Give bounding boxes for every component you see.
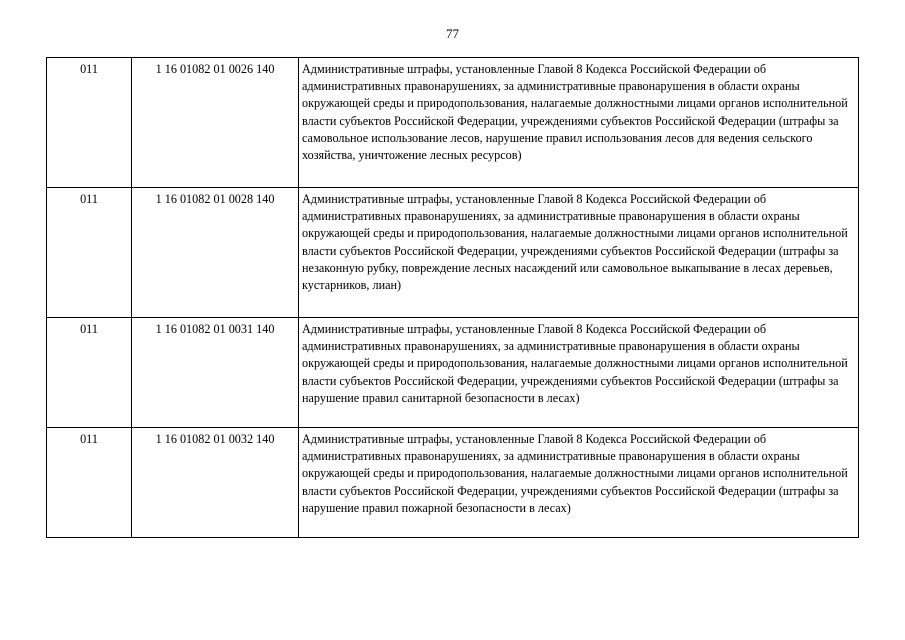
admin-code-cell: 011 [47,428,132,538]
kbk-code-cell: 1 16 01082 01 0026 140 [132,58,299,188]
page-number: 77 [446,26,459,41]
description-cell: Административные штрафы, установленные Главой 8 Кодекса Российской Федерации об административных правонарушениях, за административные правонарушения в области охраны окружающей среды и природопользования, налагаемые должностными лицами органов исполнительной власти субъектов Российской Федерации, учреждениями субъектов Российской Федерации (штрафы за нарушение правил пожарной безопасности в лесах) [299,428,859,538]
admin-code-cell: 011 [47,188,132,318]
admin-code-cell: 011 [47,318,132,428]
table-row [47,428,859,538]
description-cell: Административные штрафы, установленные Главой 8 Кодекса Российской Федерации об административных правонарушениях, за административные правонарушения в области охраны окружающей среды и природопользования, налагаемые должностными лицами органов исполнительной власти субъектов Российской Федерации, учреждениями субъектов Российской Федерации (штрафы за самовольное использование лесов, нарушение правил использования лесов для ведения сельского хозяйства, уничтожение лесных ресурсов) [299,58,859,188]
table-row [47,188,859,318]
table-row [47,58,859,188]
budget-codes-table [46,57,859,538]
table-row [47,318,859,428]
description-cell: Административные штрафы, установленные Главой 8 Кодекса Российской Федерации об административных правонарушениях, за административные правонарушения в области охраны окружающей среды и природопользования, налагаемые должностными лицами органов исполнительной власти субъектов Российской Федерации, учреждениями субъектов Российской Федерации (штрафы за нарушение правил санитарной безопасности в лесах) [299,318,859,428]
admin-code-cell: 011 [47,58,132,188]
kbk-code-cell: 1 16 01082 01 0031 140 [132,318,299,428]
description-cell: Административные штрафы, установленные Главой 8 Кодекса Российской Федерации об административных правонарушениях, за административные правонарушения в области охраны окружающей среды и природопользования, налагаемые должностными лицами органов исполнительной власти субъектов Российской Федерации, учреждениями субъектов Российской Федерации (штрафы за незаконную рубку, повреждение лесных насаждений или самовольное выкапывание в лесах деревьев, кустарников, лиан) [299,188,859,318]
kbk-code-cell: 1 16 01082 01 0028 140 [132,188,299,318]
kbk-code-cell: 1 16 01082 01 0032 140 [132,428,299,538]
